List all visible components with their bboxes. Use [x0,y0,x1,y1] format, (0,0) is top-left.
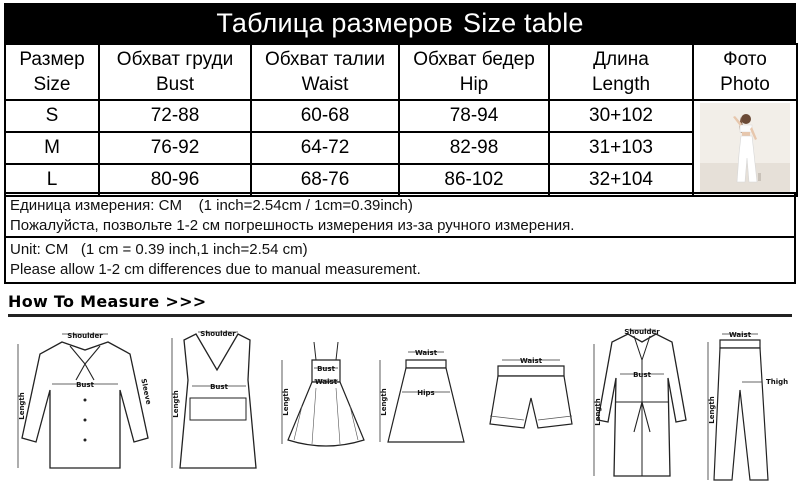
label-thigh: Thigh [766,378,789,386]
size-table-title [4,3,796,43]
measurement-diagrams [0,320,800,486]
label-sleeve: Sleeve [139,377,153,406]
tank-top-diagram [162,320,272,486]
tolerance-note-en: Please allow 1-2 cm differences due to manual measurement. [10,261,421,278]
table-row [5,100,797,132]
pants-diagram [694,320,800,486]
label-length: Length [172,390,180,418]
dress-diagram [272,320,372,486]
label-waist: Waist [414,349,438,357]
cell-size: M [5,132,99,164]
cell-length: 30+102 [549,100,693,132]
label-hips: Hips [417,389,435,397]
notes-russian [4,192,796,238]
header-size: Размер Size [5,44,99,100]
cell-waist: 64-72 [251,132,399,164]
product-photo [700,103,790,193]
cell-waist: 68-76 [251,164,399,196]
label-shoulder: Shoulder [67,332,103,340]
label-waist: Waist [519,357,543,365]
title-ru: Таблица размеров [216,7,454,38]
cell-length: 31+103 [549,132,693,164]
cell-bust: 76-92 [99,132,251,164]
cell-hip: 82-98 [399,132,549,164]
table-row [5,132,797,164]
header-length: Длина Length [549,44,693,100]
section-divider [8,314,792,317]
label-length: Length [380,388,388,416]
cell-length: 32+104 [549,164,693,196]
label-length: Length [594,398,602,426]
cell-bust: 80-96 [99,164,251,196]
label-length: Length [18,392,26,420]
unit-note-ru: Единица измерения: CM (1 inch=2.54cm / 1cm=0.39inch) [10,197,413,214]
size-table [4,43,798,197]
cell-size: L [5,164,99,196]
label-bust: Bust [210,383,228,391]
label-bust: Bust [633,371,651,379]
shorts-diagram [476,320,586,486]
label-bust: Bust [76,381,94,389]
notes-english [4,238,796,284]
label-length: Length [282,388,290,416]
cell-bust: 72-88 [99,100,251,132]
label-shoulder: Shoulder [624,328,660,336]
label-length: Length [708,396,716,424]
table-header-row [5,44,797,100]
photo-cell [693,100,797,196]
cell-waist: 60-68 [251,100,399,132]
cell-size: S [5,100,99,132]
cell-hip: 78-94 [399,100,549,132]
skirt-diagram [372,320,472,486]
header-waist: Обхват талии Waist [251,44,399,100]
how-to-measure-title: How To Measure >>> [8,292,207,311]
title-en: Size table [463,7,584,38]
label-waist: Waist [728,331,752,339]
cell-hip: 86-102 [399,164,549,196]
header-bust: Обхват груди Bust [99,44,251,100]
label-shoulder: Shoulder [200,330,236,338]
label-bust: Bust [317,365,335,373]
tolerance-note-ru: Пожалуйста, позвольте 1-2 см погрешность измерения из-за ручного измерения. [10,217,575,234]
label-waist: Waist [314,378,338,386]
blouse-diagram [10,320,160,486]
unit-note-en: Unit: CM (1 cm = 0.39 inch,1 inch=2.54 cm) [10,241,308,258]
header-photo: Фото Photo [693,44,797,100]
header-hip: Обхват бедер Hip [399,44,549,100]
coat-diagram [592,320,692,486]
